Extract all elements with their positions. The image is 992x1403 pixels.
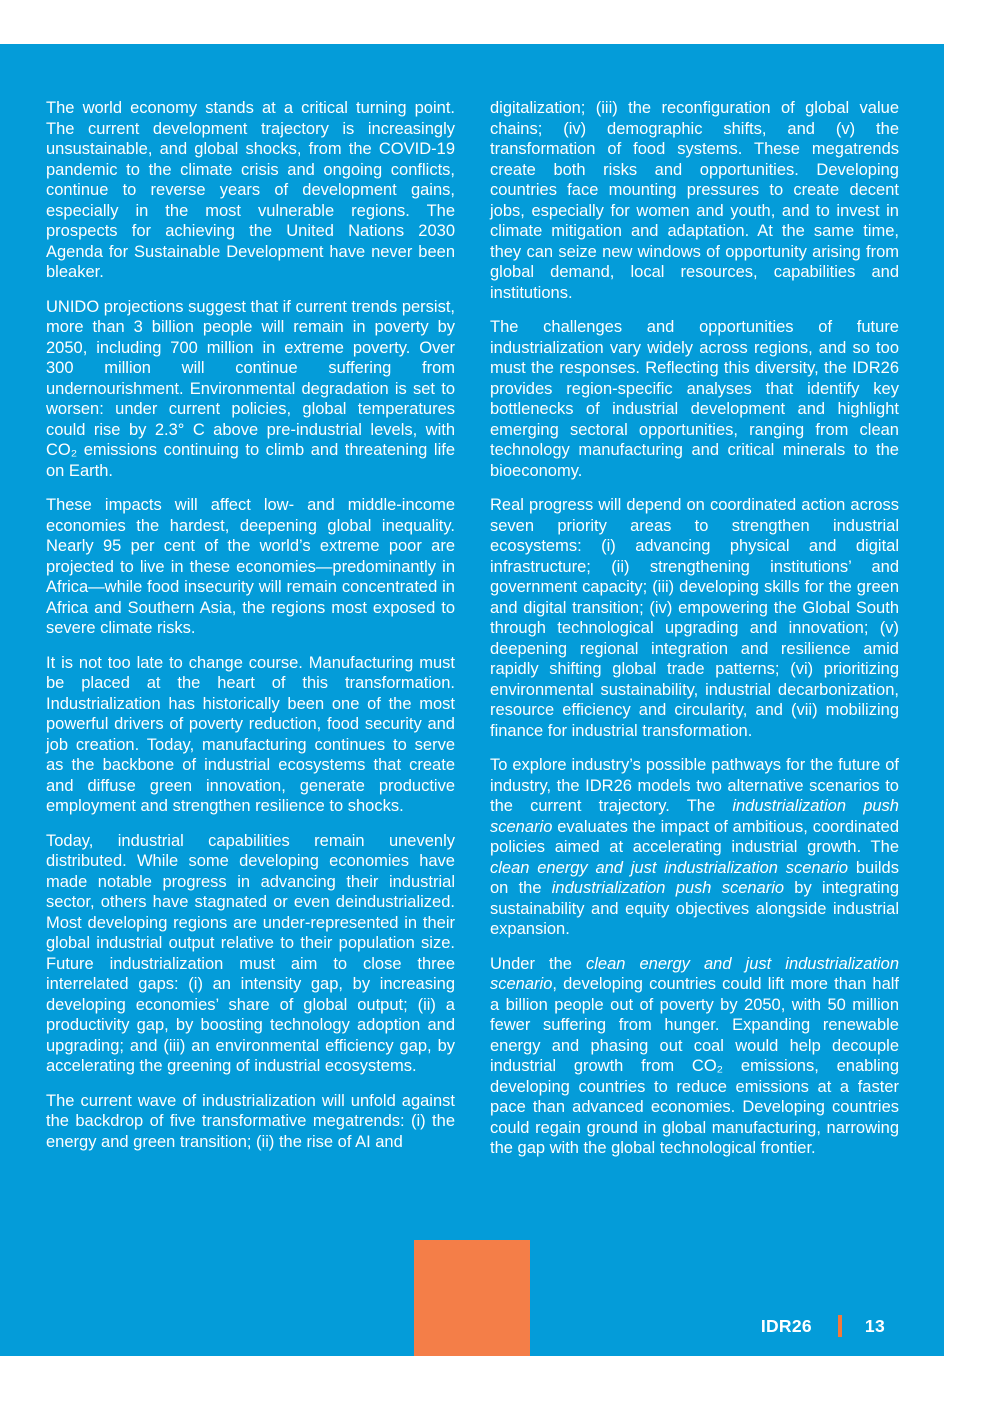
- paragraph: Real progress will depend on coordinated action across seven priority areas to strengthen industrial ecosystems: (i) advancing physical and digital infrastructure; (ii) strengthening institutions’ and government capacity; (iii) developing skills for the green and digital transition; (iv) empowering the Global South through technological upgrading and innovation; (v) deepening regional integration and resilience amid rapidly shifting global trade patterns; (vi) prioritizing environmental sustainability, industrial decarbonization, resource efficiency and circularity, and (vii) mobilizing finance for industrial transformation.: [490, 496, 899, 740]
- text-columns: [0, 44, 944, 1173]
- paragraph: digitalization; (iii) the reconfiguration of global value chains; (iv) demographic shifts, and (v) the transformation of food systems. These megatrends create both risks and opportunities. Developing countries face mounting pressures to create decent jobs, especially for women and youth, and to invest in climate mitigation and adaptation. At the same time, they can seize new windows of opportunity arising from global demand, local resources, capabilities and institutions.: [490, 99, 899, 302]
- paragraph-segment: builds on the: [490, 858, 899, 897]
- paragraph: The world economy stands at a critical turning point. The current development trajectory is increasingly unsustainable, and global shocks, from the COVID-19 pandemic to the climate crisis and ongoing conflicts, continue to reverse years of development gains, especially in the most vulnerable regions. The prospects for achieving the United Nations 2030 Agenda for Sustainable Development have never been bleaker.: [46, 99, 455, 281]
- right-column: [490, 98, 899, 1173]
- paragraph-segment: Under the: [490, 954, 586, 973]
- paragraph: [490, 954, 899, 1159]
- scenario-name-italic: clean energy and just industrialization scenario: [490, 858, 849, 877]
- page-footer: [761, 1315, 885, 1337]
- report-code-label: IDR26: [760, 1315, 812, 1336]
- paragraph: UNIDO projections suggest that if current trends persist, more than 3 billion people will remain in poverty by 2050, including 700 million in extreme poverty. Over 300 million will continue suffering from undernourishment. Environmental degradation is set to worsen: under current policies, global temperatures could rise by 2.3° C above pre-industrial levels, with CO₂ emissions continuing to climb and threatening life on Earth.: [46, 297, 456, 480]
- left-column: [46, 98, 455, 1173]
- paragraph: These impacts will affect low- and middle-income economies the hardest, deepening global inequality. Nearly 95 per cent of the world’s extreme poor are projected to live in these economies—predominantly in Africa—while food insecurity will remain concentrated in Africa and Southern Asia, the regions most exposed to severe climate risks.: [46, 496, 455, 637]
- page-number: 13: [864, 1315, 885, 1336]
- paragraph: The current wave of industrialization will unfold against the backdrop of five transformative megatrends: (i) the energy and green transition; (ii) the rise of AI and: [46, 1091, 455, 1151]
- orange-accent-block: [414, 1240, 530, 1356]
- paragraph-segment: , developing countries could lift more than half a billion people out of poverty by 2050, with 50 million fewer suffering from hunger. Expanding renewable energy and phasing out coal would help decouple industrial growth from CO₂ emissions, enabling developing countries to reduce emissions at a faster pace than advanced economies. Developing countries could regain ground in global manufacturing, narrowing the gap with the global technological frontier.: [490, 975, 899, 1157]
- scenario-name-italic: industrialization push scenario: [551, 879, 785, 897]
- paragraph-segment: evaluates the impact of ambitious, coordinated policies aimed at accelerating industrial growth. The: [490, 817, 899, 856]
- paragraph: It is not too late to change course. Manufacturing must be placed at the heart of this transformation. Industrialization has historically been one of the most powerful drivers of poverty reduction, food security and job creation. Today, manufacturing continues to serve as the backbone of industrial ecosystems that create and diffuse green innovation, generate productive employment and strengthen resilience to shocks.: [46, 653, 455, 815]
- paragraph: [490, 755, 899, 940]
- paragraph-segment: by integrating sustainability and equity objectives alongside industrial expansion.: [490, 879, 900, 938]
- scenario-name-italic: industrialization push scenario: [490, 797, 899, 836]
- paragraph: Today, industrial capabilities remain unevenly distributed. While some developing economies have made notable progress in advancing their industrial sector, others have stagnated or even deindustrialized. Most developing regions are under-represented in their global industrial output relative to their population size. Future industrialization must aim to close three interrelated gaps: (i) an intensity gap, by increasing developing economies’ share of global output; (ii) a productivity gap, by boosting technology adoption and upgrading; and (iii) an environmental efficiency gap, by accelerating the greening of industrial ecosystems.: [46, 831, 455, 1075]
- paragraph: The challenges and opportunities of future industrialization vary widely across regions, and so too must the responses. Reflecting this diversity, the IDR26 provides region-specific analyses that identify key bottlenecks of industrial development and highlight emerging sectoral opportunities, ranging from clean technology manufacturing and critical minerals to the bioeconomy.: [490, 318, 899, 480]
- paragraph-segment: To explore industry’s possible pathways for the future of industry, the IDR26 models two alternative scenarios to the current trajectory. The: [490, 756, 899, 815]
- page-panel: [0, 44, 944, 1356]
- scenario-name-italic: clean energy and just industrialization scenario: [490, 954, 900, 993]
- footer-separator: [838, 1315, 842, 1337]
